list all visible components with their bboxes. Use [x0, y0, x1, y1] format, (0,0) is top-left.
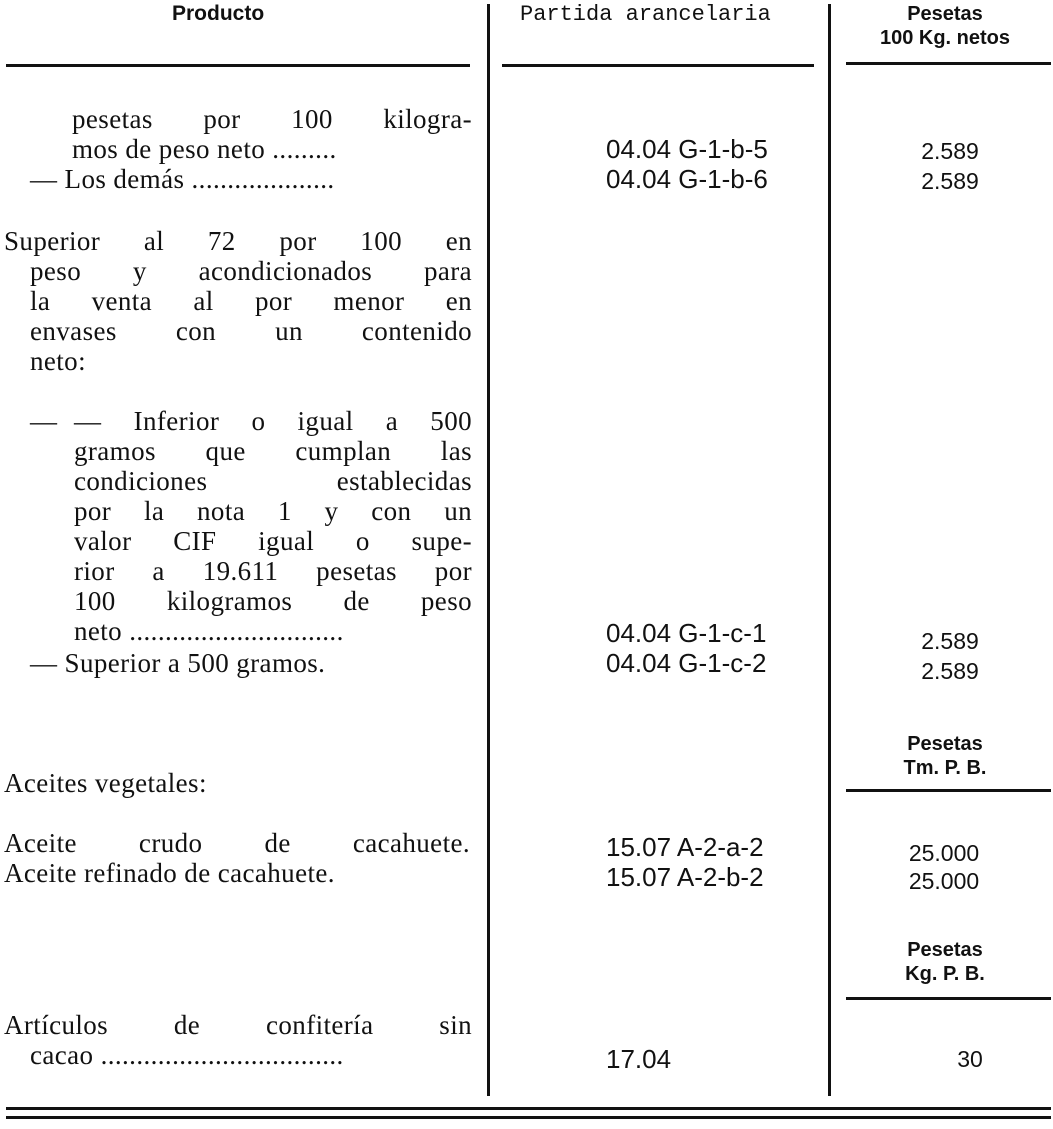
unit-tm-line1: Pesetas [907, 733, 983, 755]
row2-code: 04.04 G-1-b-6 [606, 164, 768, 194]
row1-text-line2: mos de peso neto ......... [72, 134, 337, 164]
inferior-line4: por la nota 1 y con un [74, 496, 472, 526]
inferior-line6: rior a 19.611 pesetas por [74, 556, 472, 586]
confiteria-code: 17.04 [606, 1044, 672, 1074]
unit-tm-line2: Tm. P. B. [903, 757, 987, 779]
superior500-value: 2.589 [921, 658, 979, 684]
unit-kg-line2: Kg. P. B. [905, 963, 985, 985]
inferior-line1: — Inferior o igual a 500 [74, 406, 472, 436]
inferior-line3: condiciones establecidas [74, 466, 472, 496]
inferior-value: 2.589 [921, 628, 979, 654]
header-pesetas: Pesetas [907, 3, 983, 25]
inferior-line2: gramos que cumplan las [74, 436, 472, 466]
inferior-line5: valor CIF igual o supe- [74, 526, 472, 556]
header-rule-partida [502, 64, 814, 67]
superior500-text: — Superior a 500 gramos. [30, 648, 326, 678]
inferior-code: 04.04 G-1-c-1 [606, 618, 767, 648]
confiteria-value: 30 [957, 1046, 983, 1072]
aceites-heading: Aceites vegetales: [4, 768, 207, 798]
aceite-crudo-text: Aceite crudo de cacahuete. [4, 828, 470, 858]
row2-value: 2.589 [921, 168, 979, 194]
aceite-crudo-code: 15.07 A-2-a-2 [606, 832, 764, 862]
inferior-line7: 100 kilogramos de peso [74, 586, 472, 616]
row1-code: 04.04 G-1-b-5 [606, 134, 768, 164]
superior500-code: 04.04 G-1-c-2 [606, 648, 767, 678]
header-rule-product [6, 64, 470, 67]
row1-text-line1: pesetas por 100 kilogra- [72, 104, 472, 134]
superior-line1: Superior al 72 por 100 en [4, 226, 472, 256]
unit-kg-line1: Pesetas [907, 939, 983, 961]
inferior-dash: — [30, 406, 58, 436]
unit-kg-rule [846, 997, 1051, 1000]
bottom-rule-bottom [6, 1116, 1051, 1119]
bottom-rule-top [6, 1107, 1051, 1110]
confiteria-line2: cacao .................................. [30, 1040, 344, 1070]
superior-line2: peso y acondicionados para [30, 256, 472, 286]
row1-value: 2.589 [921, 138, 979, 164]
inferior-line8: neto .............................. [74, 616, 344, 646]
superior-line5: neto: [30, 346, 86, 376]
header-rule-pesetas [846, 62, 1051, 65]
confiteria-line1: Artículos de confitería sin [4, 1010, 472, 1040]
column-divider-right [828, 4, 831, 1096]
aceite-crudo-value: 25.000 [908, 840, 980, 866]
column-divider-left [487, 4, 490, 1096]
aceite-refinado-text: Aceite refinado de cacahuete. [4, 858, 335, 888]
row2-text: — Los demás .................... [30, 164, 335, 194]
header-100kg-netos: 100 Kg. netos [879, 27, 1011, 49]
unit-tm-rule [846, 789, 1051, 792]
aceite-refinado-value: 25.000 [908, 868, 980, 894]
header-partida-arancelaria: Partida arancelaria [520, 2, 771, 27]
header-producto: Producto [172, 2, 265, 25]
aceite-refinado-code: 15.07 A-2-b-2 [606, 862, 764, 892]
superior-line4: envases con un contenido [30, 316, 472, 346]
superior-line3: la venta al por menor en [30, 286, 472, 316]
